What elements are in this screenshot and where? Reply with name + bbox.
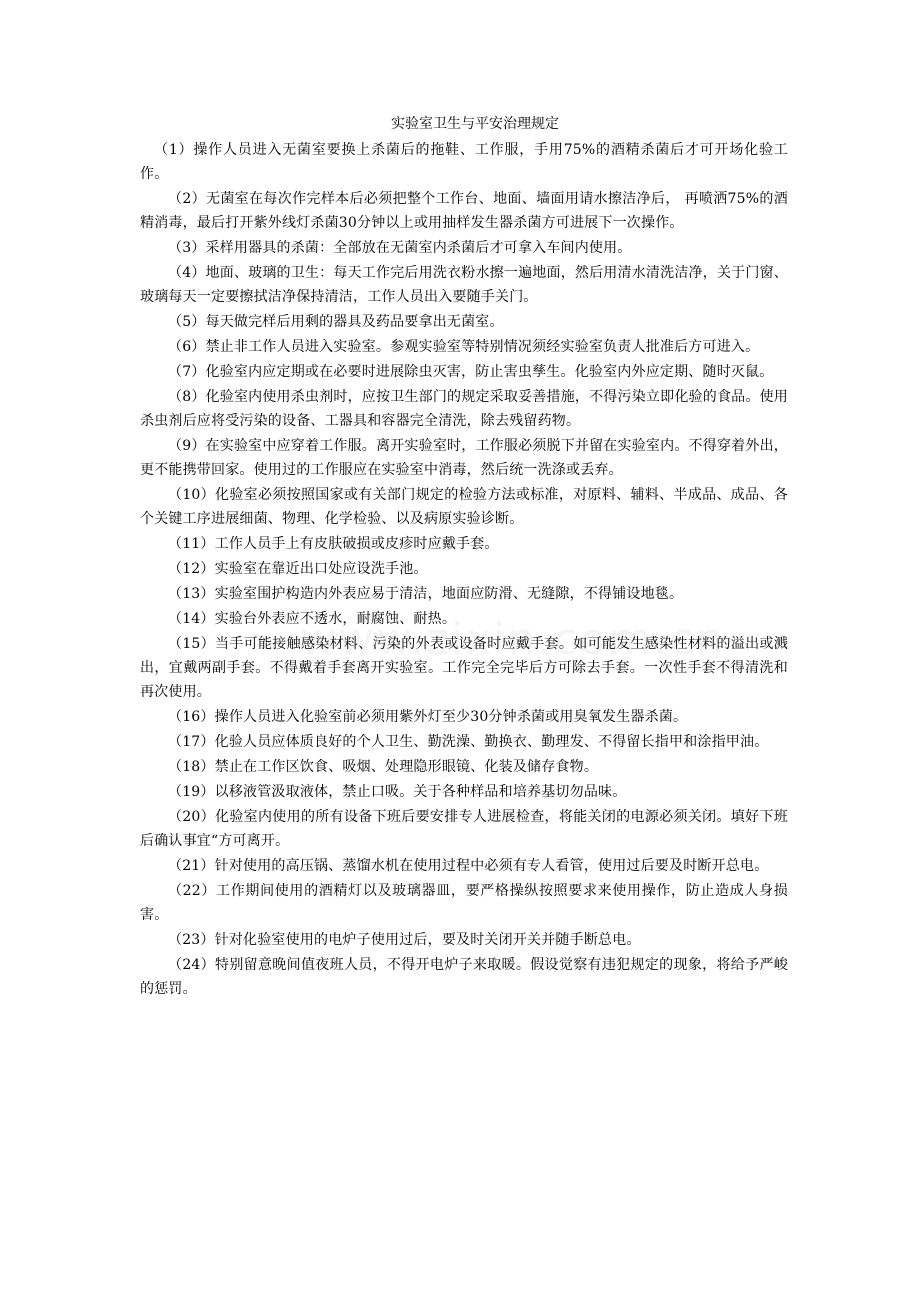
paragraph-12: （12）实验室在靠近出口处应设洗手池。 [168, 561, 428, 577]
paragraph-15: （15）当手可能接触感染材料、污染的外表或设备时应戴手套。如可能发生感染性材料的溢出或溅出，宜戴两副手套。不得戴着手套离开实验室。工作完全完毕后方可除去手套。一次性手套不得清洗和再次使用。 [140, 636, 788, 700]
paragraph-20: （20）化验室内使用的所有设备下班后要安排专人进展检查，将能关闭的电源必须关闭。填好下班后确认事宜“方可离开。 [140, 809, 788, 849]
paragraph-4: （4）地面、玻璃的卫生：每天工作完后用洗衣粉水擦一遍地面，然后用清水清洗洁净，关于门窗、玻璃每天一定要擦拭洁净保持清洁，工作人员出入要随手关门。 [140, 265, 788, 305]
paragraph-19: （19）以移液管汲取液体，禁止口吸。关于各种样品和培养基切勿品味。 [168, 784, 627, 800]
paragraph-1: （1）操作人员进入无菌室要换上杀菌后的拖鞋、工作服，手用75%的酒精杀菌后才可开场化验工作。 [140, 142, 788, 182]
paragraph-23: （23）针对化验室使用的电炉子使用过后，要及时关闭开关并随手断总电。 [168, 932, 641, 948]
paragraph-10: （10）化验室必须按照国家或有关部门规定的检验方法或标准，对原料、辅料、半成品、成品、各个关键工序进展细菌、物理、化学检验、以及病原实验诊断。 [140, 487, 788, 527]
paragraph-3: （3）采样用器具的杀菌：全部放在无菌室内杀菌后才可拿入车间内使用。 [168, 240, 632, 256]
paragraph-22: （22）工作期间使用的酒精灯以及玻璃器皿，要严格操纵按照要求来使用操作，防止造成人身损害。 [140, 883, 788, 923]
paragraph-17: （17）化验人员应体质良好的个人卫生、勤洗澡、勤换衣、勤理发、不得留长指甲和涂指甲油。 [168, 734, 769, 750]
paragraph-7: （7）化验室内应定期或在必要时进展除虫灭害，防止害虫孳生。化验室内外应定期、随时灭鼠。 [168, 364, 774, 380]
paragraph-5: （5）每天做完样后用剩的器具及药品要拿出无菌室。 [168, 314, 504, 330]
paragraph-6: （6）禁止非工作人员进入实验室。参观实验室等特别情况须经实验室负责人批准后方可进入。 [168, 339, 760, 355]
paragraph-16: （16）操作人员进入化验室前必须用紫外灯至少30分钟杀菌或用臭氧发生器杀菌。 [168, 709, 688, 725]
document-page [140, 112, 788, 1002]
document-title: 实验室卫生与平安治理规定 [391, 116, 559, 132]
paragraph-2: （2）无菌室在每次作完样本后必须把整个工作台、地面、墙面用请水擦洁净后， 再喷洒75%的酒精消毒，最后打开紫外线灯杀菌30分钟以上或用抽样发生器杀菌方可进展下一次操作。 [140, 191, 788, 231]
paragraph-13: （13）实验室围护构造内外表应易于清洁，地面应防滑、无缝隙，不得铺设地毯。 [168, 586, 684, 602]
paragraph-11: （11）工作人员手上有皮肤破损或皮疹时应戴手套。 [168, 536, 499, 552]
paragraph-8: （8）化验室内使用杀虫剂时，应按卫生部门的规定采取妥善措施，不得污染立即化验的食品。使用杀虫剂后应将受污染的设备、工器具和容器完全清洗，除去残留药物。 [140, 389, 788, 429]
paragraph-21: （21）针对使用的高压锅、蒸馏水机在使用过程中必须有专人看管，使用过后要及时断开总电。 [168, 858, 769, 874]
paragraph-9: （9）在实验室中应穿着工作服。离开实验室时，工作服必须脱下并留在实验室内。不得穿着外出，更不能携带回家。使用过的工作服应在实验室中消毒，然后统一洗涤或丢弃。 [140, 438, 788, 478]
paragraph-14: （14）实验台外表应不透水，耐腐蚀、耐热。 [168, 611, 457, 627]
paragraph-24: （24）特别留意晚间值夜班人员，不得开电炉子来取暖。假设觉察有违犯规定的现象，将给予严峻的惩罚。 [140, 957, 788, 997]
paragraph-18: （18）禁止在工作区饮食、吸烟、处理隐形眼镜、化装及储存食物。 [168, 759, 599, 775]
